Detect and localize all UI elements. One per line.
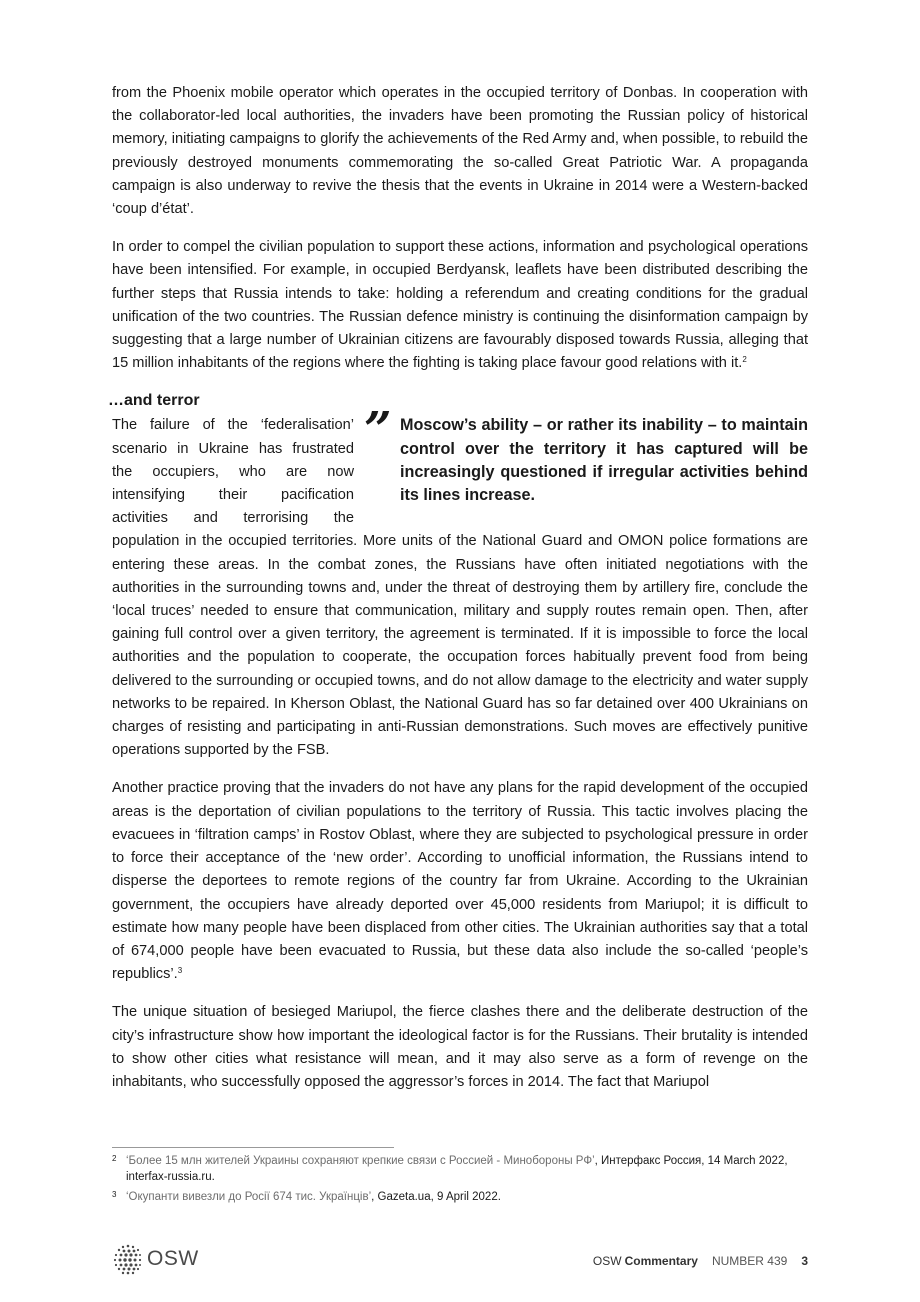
globe-dots-icon: [112, 1243, 144, 1275]
footnote-ref-2[interactable]: 2: [742, 355, 747, 365]
paragraph-5: The unique situation of besieged Mariupol, the fierce clashes there and the deliberate destruction of the city’s infrastructure show how important the ideological factor is for the Russians. Their brutality is intended to show other cities what resistance will mean, and it may also serve as a form of revenge on the inhabitants, who successfully opposed the aggressor’s forces in 2014. The fact that Mariupol: [112, 1004, 808, 1090]
footnote-number: 2: [112, 1154, 117, 1163]
footnotes: [112, 1153, 808, 1209]
footnote-title-link[interactable]: ‘Более 15 млн жителей Украины сохраняют крепкие связи с Россией - Минобороны РФ’: [126, 1155, 595, 1167]
logo-text: OSW: [147, 1247, 199, 1270]
section-heading: …and terror: [108, 392, 200, 410]
footnote-divider: [112, 1147, 394, 1148]
footnote-number: 3: [112, 1190, 117, 1199]
paragraph-1: from the Phoenix mobile operator which operates in the occupied territory of Donbas. In cooperation with the collaborator-led local authorities, the invaders have been promoting the Russian policy of historical memory, initiating campaigns to glorify the achievements of the Red Army and, when possible, to rebuild the previously destroyed monuments commemorating the so-called Great Patriotic War. A propaganda campaign is also underway to revive the thesis that the events in Ukraine in 2014 were a Western-backed ‘coup d’état’.: [112, 85, 808, 218]
page-number: 3: [801, 1254, 808, 1268]
pull-quote-text: Moscow’s ability – or rather its inability – to maintain control over the territory it has captured will be increasingly questioned if irregular activities behind its lines increase.: [400, 416, 808, 505]
footnote-title-link[interactable]: ‘Окупанти вивезли до Росії 674 тис. Українців’: [126, 1191, 372, 1203]
footnote-ref-3[interactable]: 3: [177, 966, 183, 976]
footnote-2: [112, 1153, 808, 1185]
footer-series: Commentary: [624, 1254, 698, 1268]
footer-issue-number: NUMBER 439: [711, 1254, 788, 1268]
osw-logo: [112, 1243, 199, 1275]
quote-mark-icon: ”: [364, 402, 392, 459]
page-content: [108, 82, 808, 1109]
footer-publisher: OSW: [592, 1254, 622, 1268]
footer-meta: [593, 1254, 808, 1268]
pull-quote: [364, 402, 808, 507]
paragraph-3: The failure of the ‘federalisation’ scenario in Ukraine has frustrated the occupiers, who are now intensifying their pacification activities and terrorising the population in the occupied territories. More units of the National Guard and OMON police formations are entering these areas. In the combat zones, the Russians have often initiated negotiations with the authorities in the surrounding towns and, under the threat of destroying them by artillery fire, conclude the ‘local truces’ needed to ensure that communication, military and supply routes remain open. Then, after gaining full control over a given territory, the agreement is terminated. If it is impossible to force the local authorities and the population to cooperate, the occupation forces habitually prevent food from being delivered to the surrounding or occupied towns, and do not allow damage to the electricity and water supply networks to be repaired. In Kherson Oblast, the National Guard has so far detained over 400 Ukrainians on charges of resisting and participating in anti-Russian demonstrations. Such moves are effectively punitive operations supported by the FSB.: [112, 417, 808, 759]
paragraph-2: In order to compel the civilian population to support these actions, information and psychological operations have been intensified. For example, in occupied Berdyansk, leaflets have been distributed describing the further steps that Russia intends to take: holding a referendum and creating conditions for the gradual unification of the two countries. The Russian defence ministry is continuing the disinformation campaign by suggesting that a large number of Ukrainian citizens are favourably disposed towards Russia, alleging that 15 million inhabitants of the regions where the fighting is taking place favour good relations with it.$^2$: [112, 239, 808, 372]
paragraph-4: Another practice proving that the invaders do not have any plans for the rapid development of the occupied areas is the deportation of civilian populations to the territory of Russia. This tactic involves placing the evacuees in ‘filtration camps’ in Rostov Oblast, where they are subjected to psychological pressure in order to force their acceptance of the ‘new order’. According to unofficial information, the Russians intend to disperse the deportees to remote regions of the country far from Ukraine. According to the Ukrainian government, the occupiers have already deported over 45,000 residents from Mariupol; it is difficult to estimate how many people have been displaced from other cities. The Ukrainian authorities say that a total of 674,000 people have been evacuated to Russia, but these data also include the so-called ‘people’s republics’.$^3$: [112, 780, 808, 983]
footnote-3: [112, 1189, 808, 1205]
footnote-source: , Gazeta.ua, 9 April 2022.: [371, 1191, 501, 1203]
footnote-source: , Интерфакс Россия, 14 March 2022, interfax-russia.ru.: [126, 1155, 788, 1183]
page-footer: [112, 1243, 808, 1275]
